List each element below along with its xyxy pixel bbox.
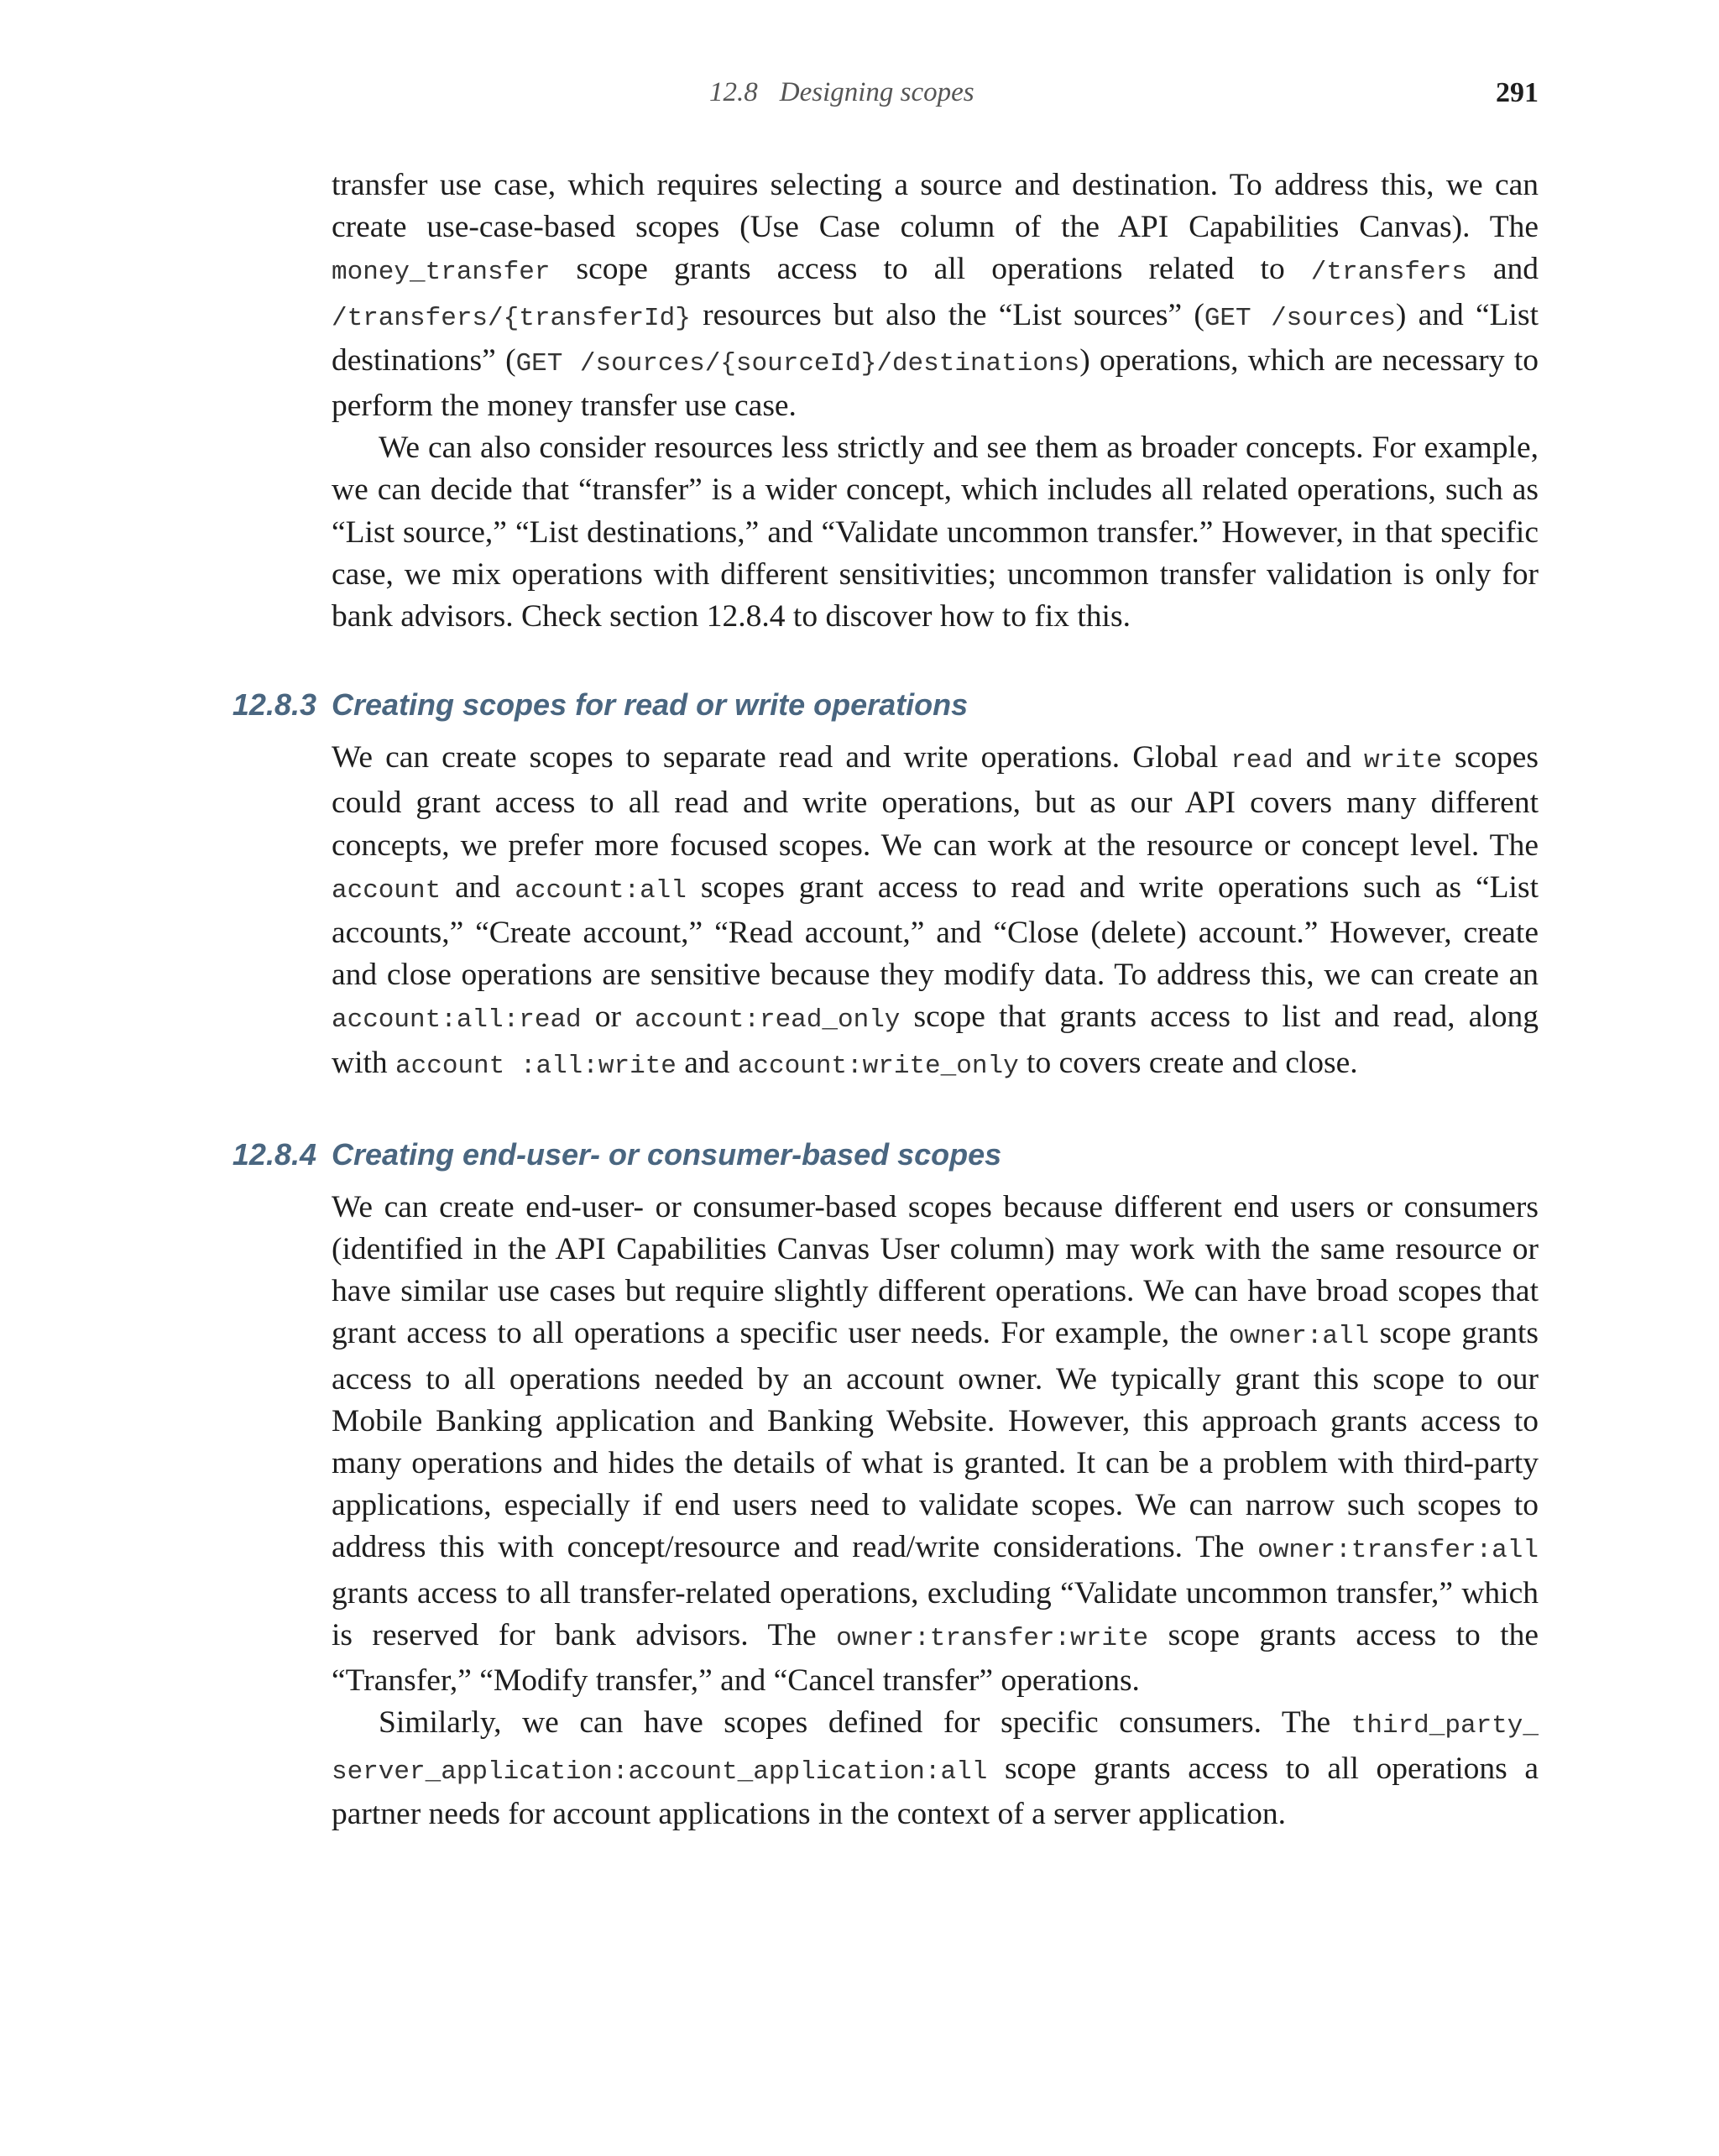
inline-code: write (1363, 746, 1442, 776)
text-run: scope grants access to all operations related to (550, 252, 1311, 287)
text-run: scope grants access to all operations needed by an account owner. We typically grant this scope to our Mobile Banking application and Banking Website. However, this approach grants access to many operations and hides the details of what is granted. It can be a problem with third-party applications, especially if end users need to validate scopes. We can narrow such scopes to address this with concept/resource and read/write considerations. The (332, 1316, 1539, 1565)
paragraph (332, 427, 1539, 638)
section-number: 12.8.4 (232, 1136, 316, 1172)
inline-code: account:all:read (332, 1005, 582, 1036)
inline-code: third_party_ server_application:account_application:all (332, 1711, 1539, 1787)
text-run: or (581, 1000, 635, 1035)
section-title: Creating end-user- or consumer-based scopes (332, 1136, 1002, 1172)
text-run: ) operations, which are necessary to perform the money transfer use case. (332, 342, 1539, 424)
inline-code: GET /sources (1204, 303, 1396, 333)
paragraph (332, 1187, 1539, 1702)
text-run: and (676, 1045, 738, 1080)
running-head (332, 77, 1539, 117)
running-head-title (709, 77, 974, 108)
inline-code: /transfers (1310, 258, 1467, 288)
page-number: 291 (1496, 77, 1539, 108)
text-run: scopes could grant access to all read and write operations, but as our API covers many different concepts, we prefer more focused scopes. We can work at the resource or concept level. The (332, 740, 1539, 863)
text-run: scopes grant access to read and write operations such as “List accounts,” “Create account,” “Read account,” and “Close (delete) account.” However, create and close operations are sensitive because they modify data. To address this, we can create an (332, 869, 1539, 993)
text-run: and (1293, 740, 1364, 775)
text-run: resources but also the “List sources” ( (690, 297, 1204, 332)
page-body (232, 164, 1539, 1835)
paragraph (332, 164, 1539, 427)
inline-code: money_transfer (332, 258, 551, 288)
text-run: We can create end-user- or consumer-based scopes because different end users or consumers (identified in the API Capabilities Canvas User column) may work with the same resource or have similar use cases but require slightly different operations. We can have broad scopes that grant access to all operations a specific user needs. For example, the (332, 1189, 1539, 1351)
section-number: 12.8.3 (232, 687, 316, 723)
inline-code: account:all (515, 875, 687, 906)
section-heading (232, 685, 1539, 725)
text-run: to covers create and close. (1018, 1045, 1358, 1080)
text-run: grants access to all transfer-related operations, excluding “Validate uncommon transfer,” which is reserved for bank advisors. The (332, 1575, 1539, 1652)
inline-code: owner:transfer:all (1257, 1536, 1539, 1566)
text-run: and (1466, 252, 1539, 287)
inline-code: read (1230, 746, 1293, 776)
inline-code: /transfers/{transferId} (332, 303, 691, 333)
inline-code: owner:transfer:write (836, 1623, 1149, 1653)
text-run: scope that grants access to list and read, along with (332, 1000, 1539, 1080)
paragraph (332, 737, 1539, 1088)
paragraph (332, 1702, 1539, 1835)
text-run: scope grants access to all operations a partner needs for account applications in the context of a server application. (332, 1751, 1539, 1831)
running-head-section-number: 12.8 (709, 77, 758, 107)
text-run: scope grants access to the “Transfer,” “Modify transfer,” and “Cancel transfer” operations. (332, 1617, 1539, 1699)
text-run: ) and “List destinations” ( (332, 297, 1539, 378)
inline-code: account:write_only (737, 1051, 1019, 1081)
section-title: Creating scopes for read or write operations (332, 687, 969, 723)
running-head-section-title: Designing scopes (779, 77, 974, 107)
inline-code: account :all:write (395, 1051, 677, 1081)
inline-code: account:read_only (635, 1005, 901, 1036)
inline-code: owner:all (1228, 1322, 1370, 1352)
text-run: Similarly, we can have scopes defined for specific consumers. The (379, 1705, 1351, 1741)
section-heading (232, 1135, 1539, 1175)
inline-code: GET /sources/{sourceId}/destinations (515, 348, 1080, 378)
text-run: We can create scopes to separate read and write operations. Global (332, 740, 1231, 775)
text-run: We can also consider resources less strictly and see them as broader concepts. For example, we can decide that “transfer” is a wider concept, which includes all related operations, such as “List source,” “List destinations,” and “Validate uncommon transfer.” However, in that specific case, we mix operations with different sensitivities; uncommon transfer validation is only for bank advisors. Check section 12.8.4 to discover how to fix this. (332, 431, 1539, 634)
inline-code: account (332, 875, 442, 906)
text-run: transfer use case, which requires selecting a source and destination. To address this, we can create use-case-based scopes (Use Case column of the API Capabilities Canvas). The (332, 168, 1539, 245)
text-run: and (441, 869, 515, 905)
